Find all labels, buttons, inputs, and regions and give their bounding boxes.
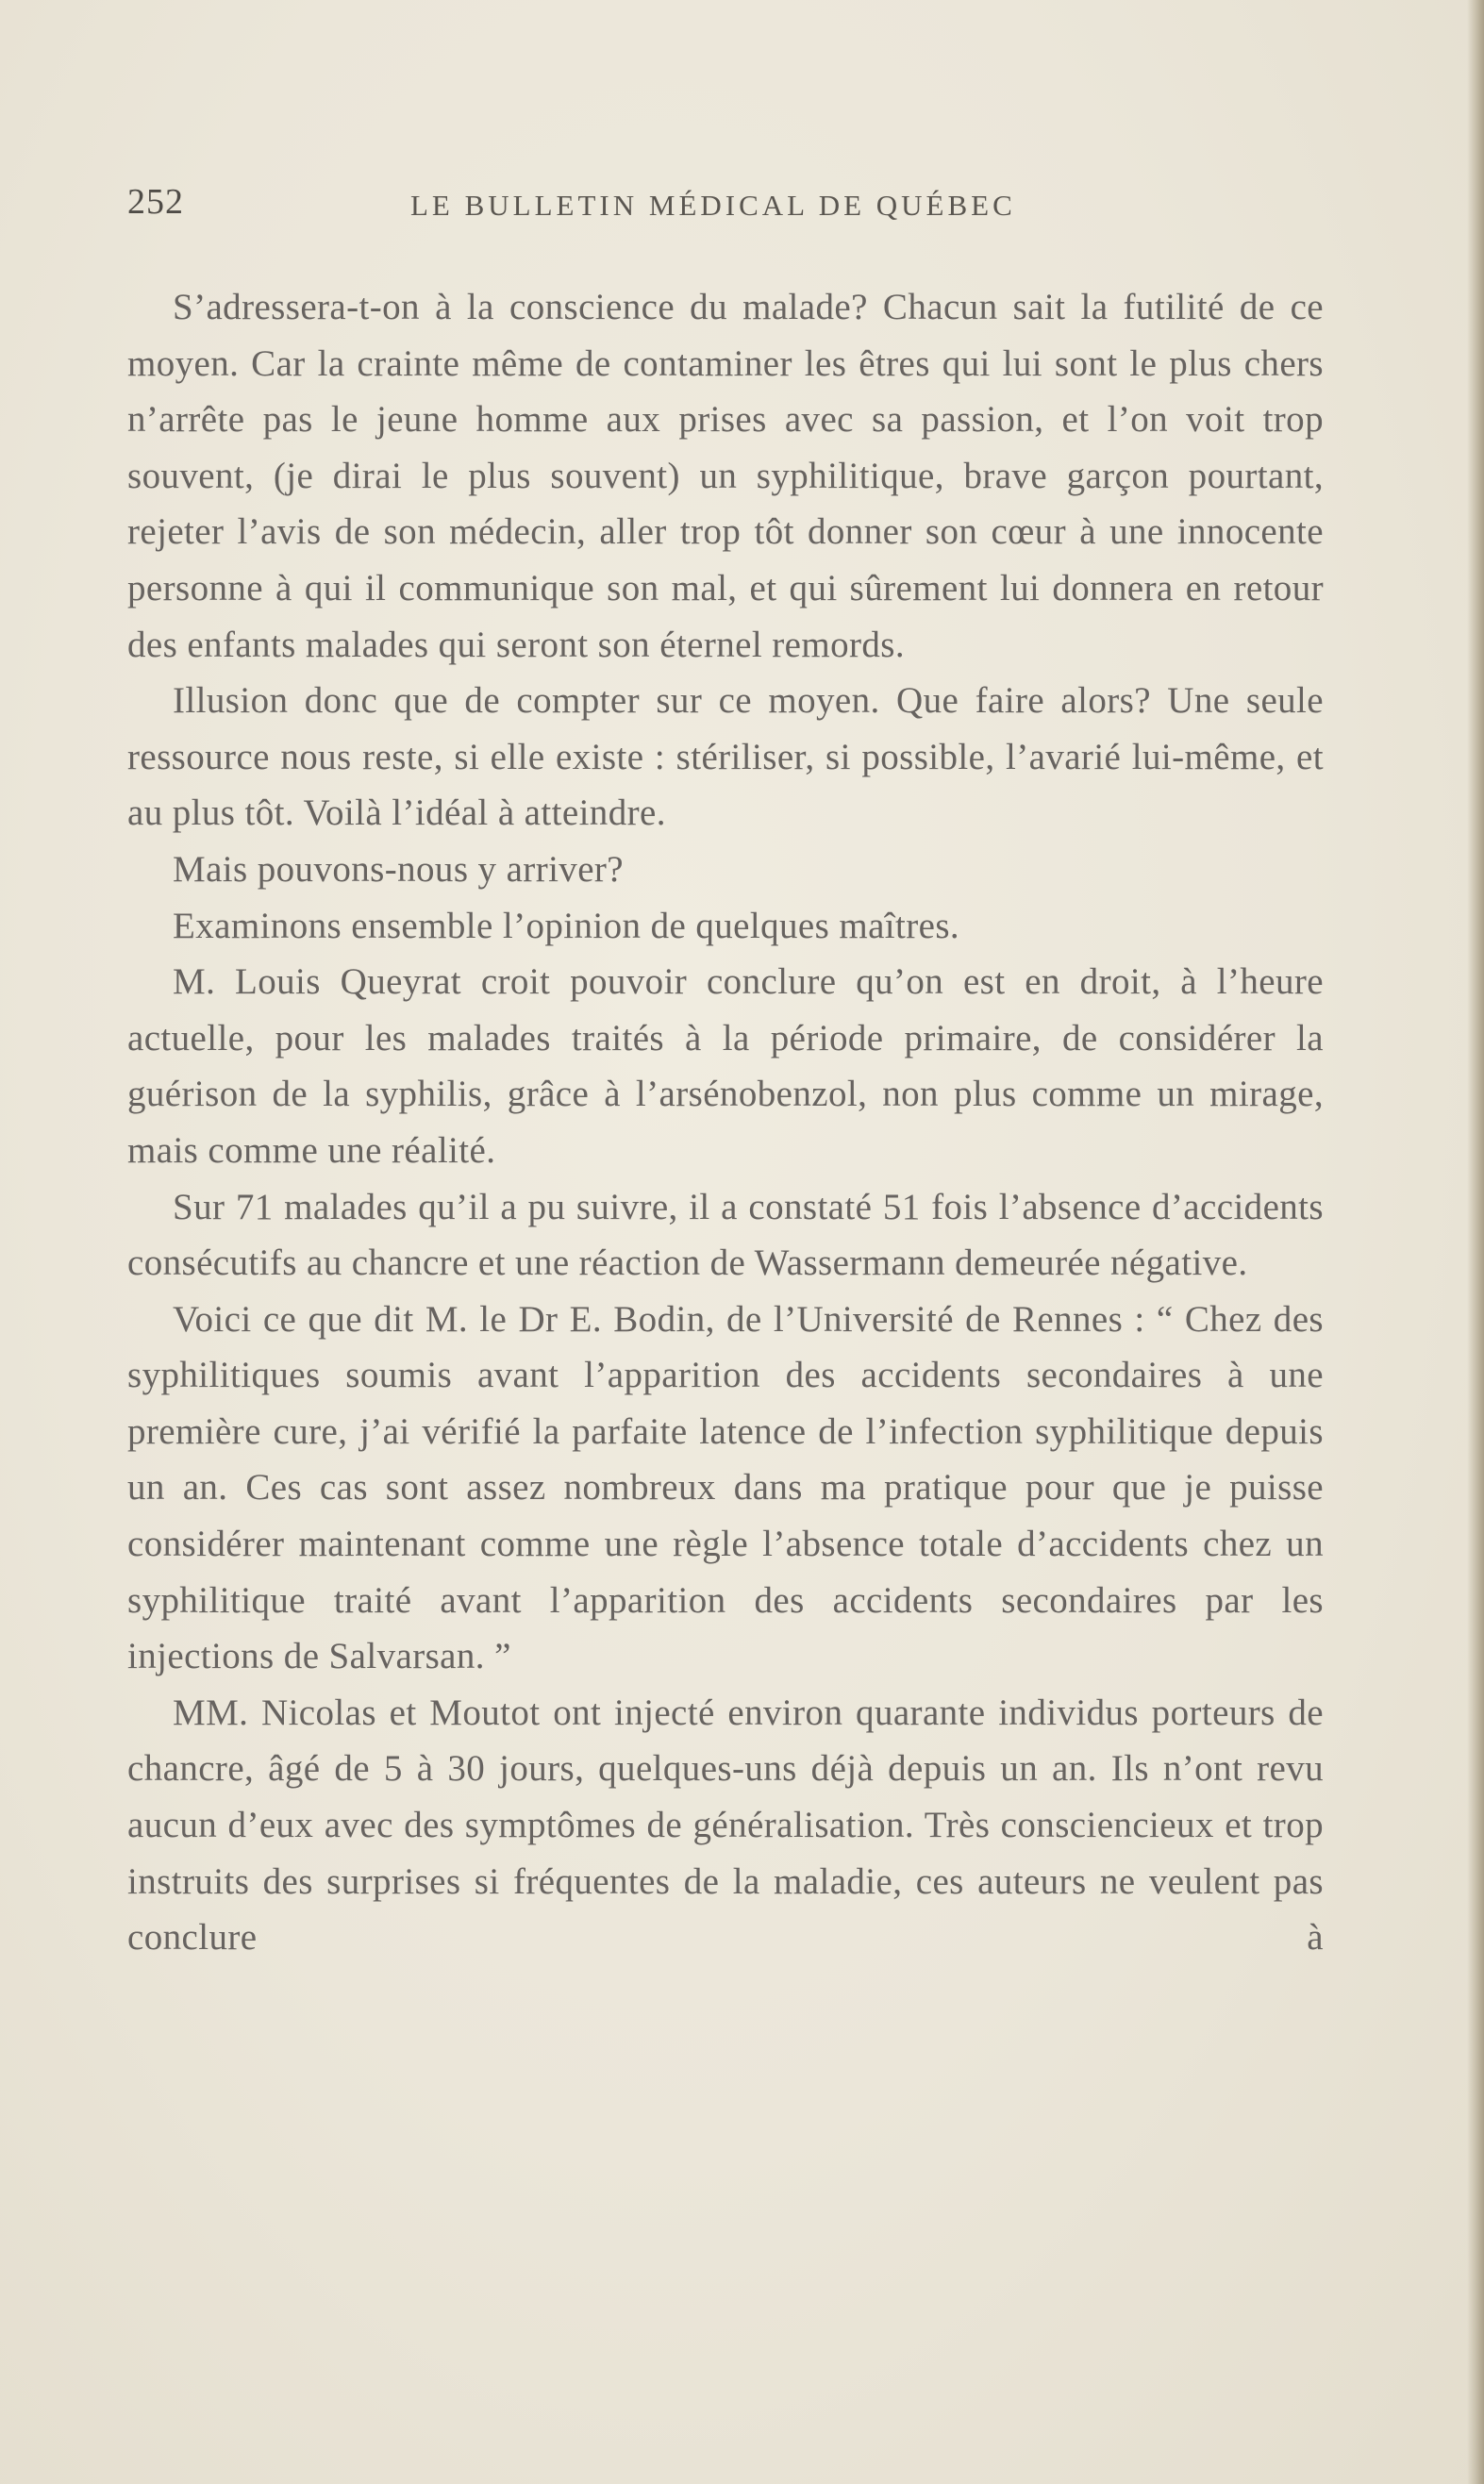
paragraph: MM. Nicolas et Moutot ont injecté environ quarante individus porteurs de chancre, âgé de 5 à 30 jours, quelques-uns déjà depuis un an. Ils n’ont revu aucun d’eux avec des symptômes de généralisation. Très consciencieux et trop instruits des surprises si fréquentes de la maladie, ces auteurs ne veulent pas conclure à <box>127 1692 1324 1959</box>
paragraph: Examinons ensemble l’opinion de quelques maîtres. <box>173 905 960 946</box>
paragraph: Voici ce que dit M. le Dr E. Bodin, de l’Université de Rennes : “ Chez des syphilitiques soumis avant l’apparition des accidents secondaires à une première cure, j’ai vérifié la parfaite latence de l’infection syphilitique depuis un an. Ces cas sont assez nombreux dans ma pratique pour que je puisse considérer maintenant comme une règle l’absence totale d’accidents chez un syphilitique traité avant l’apparition des accidents secondaires par les injections de Salvarsan. ” <box>127 1298 1324 1677</box>
body-text <box>127 279 1324 1966</box>
running-title: LE BULLETIN MÉDICAL DE QUÉBEC <box>410 189 1016 222</box>
page-number: 252 <box>127 182 184 222</box>
paragraph: Sur 71 malades qu’il a pu suivre, il a constaté 51 fois l’absence d’accidents consécutifs au chancre et une réaction de Wassermann demeurée négative. <box>127 1186 1324 1284</box>
paragraph: M. Louis Queyrat croit pouvoir conclure qu’on est en droit, à l’heure actuelle, pour les malades traités à la période primaire, de considérer la guérison de la syphilis, grâce à l’arsénobenzol, non plus comme un mirage, mais comme une réalité. <box>127 961 1324 1171</box>
paragraph: S’adressera-t-on à la conscience du malade? Chacun sait la futilité de ce moyen. Car la crainte même de contaminer les êtres qui lui sont le plus chers n’arrête pas le jeune homme aux prises avec sa passion, et l’on voit trop souvent, (je dirai le plus souvent) un syphilitique, brave garçon pourtant, rejeter l’avis de son médecin, aller trop tôt donner son cœur à une innocente personne à qui il communique son mal, et qui sûrement lui donnera en retour des enfants malades qui seront son éternel remords. <box>127 287 1324 665</box>
paragraph: Mais pouvons-nous y arriver? <box>173 848 625 890</box>
page-edge-shadow <box>1467 0 1484 2484</box>
page-header <box>127 181 1326 228</box>
paragraph: Illusion donc que de compter sur ce moyen. Que faire alors? Une seule ressource nous reste, si elle existe : stériliser, si possible, l’avarié lui-même, et au plus tôt. Voilà l’idéal à atteindre. <box>127 680 1324 834</box>
